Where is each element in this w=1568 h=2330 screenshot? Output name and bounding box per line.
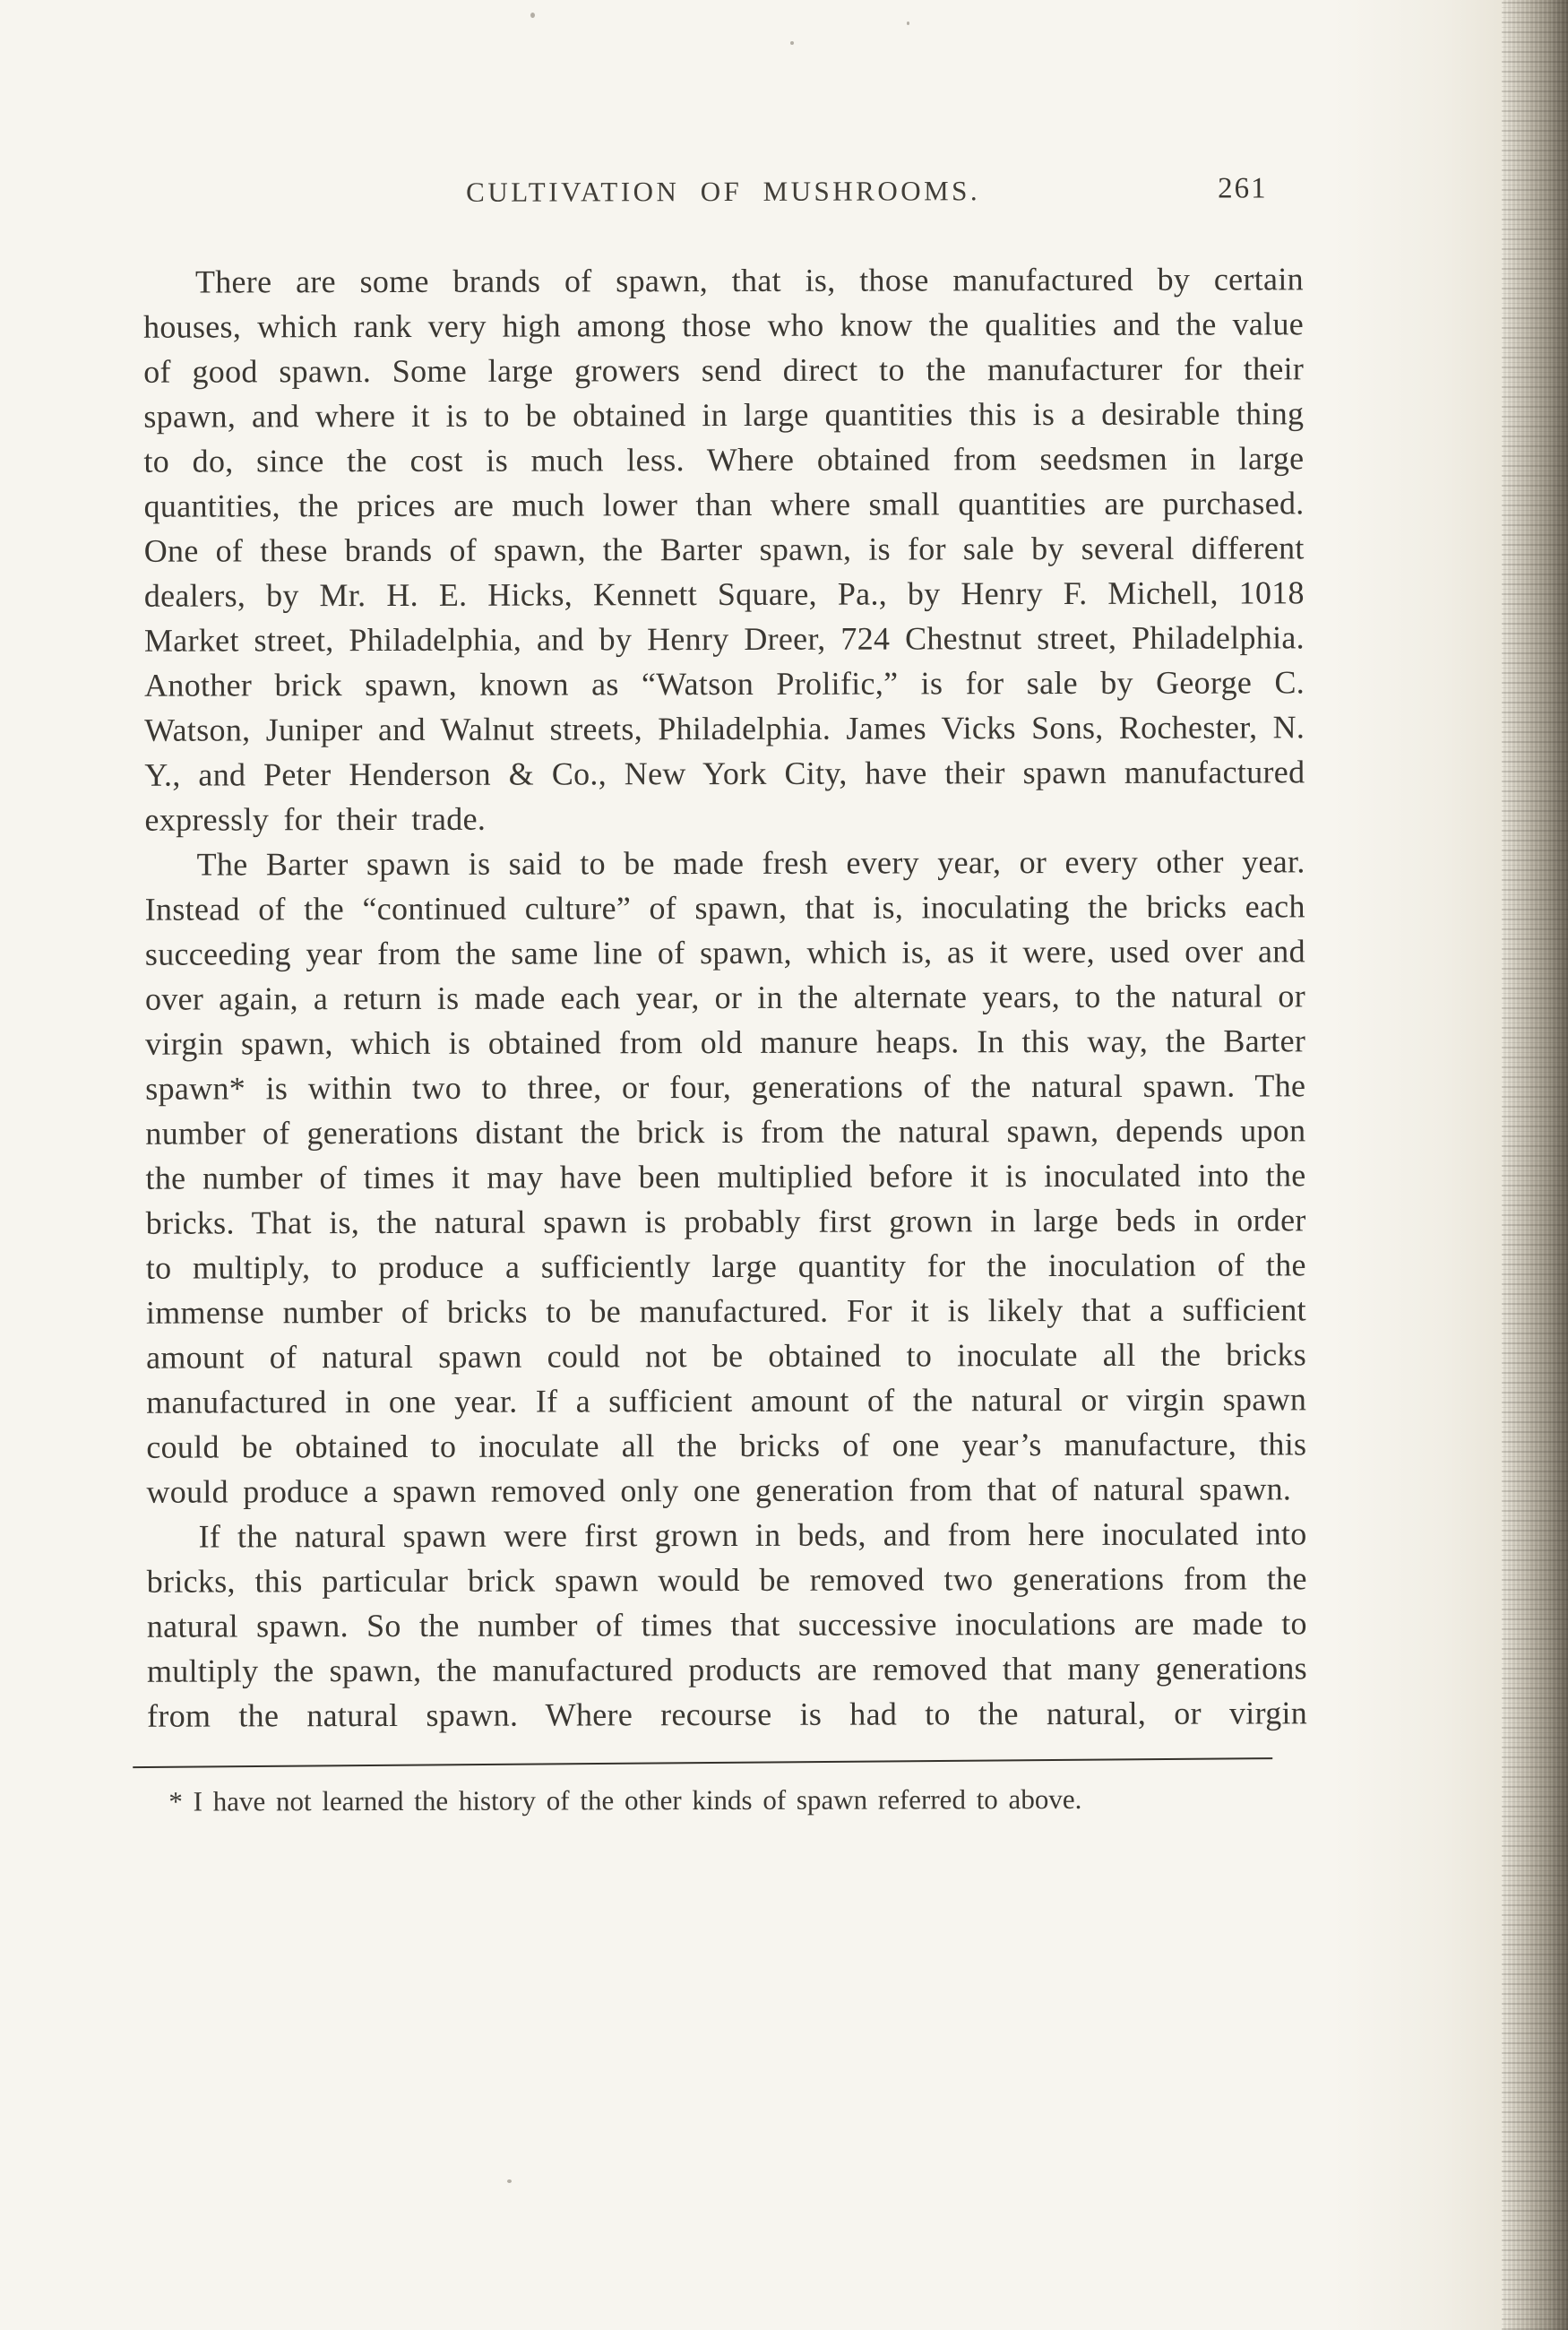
running-header: [143, 174, 1304, 220]
running-title: CULTIVATION OF MUSHROOMS.: [466, 175, 981, 208]
paragraph: There are some brands of spawn, that is, those manufactured by certain houses, which rank very high among those who know the qualities and the value of good spawn. Some large growers send direct to the manufacturer for their spawn, and where it is to be obtained in large quantities this is a desirable thing to do, since the cost is much less. Where obtained from seedsmen in large quantities, the prices are much lower than where small quantities are purchased. One of these brands of spawn, the Barter spawn, is for sale by several different dealers, by Mr. H. E. Hicks, Kennett Square, Pa., by Henry F. Michell, 1018 Market street, Philadelphia, and by Henry Dreer, 724 Chestnut street, Philadelphia. Another brick spawn, known as “Watson Prolific,” is for sale by George C. Watson, Juniper and Walnut streets, Philadelphia. James Vicks Sons, Rochester, N. Y., and Peter Henderson & Co., New York City, have their spawn manufactured expressly for their trade.: [142, 261, 1305, 838]
paragraph: If the natural spawn were first grown in beds, and from here inoculated into bricks, this particular brick spawn would be removed two generations from the natural spawn. So the number of times that successive inoculations are made to multiply the spawn, the manufactured products are removed that many generations from the natural spawn. Where recourse is had to the natural, or virgin: [146, 1515, 1308, 1734]
footnote-rule: [133, 1757, 1272, 1768]
scan-speck: [790, 41, 794, 45]
paragraph: The Barter spawn is said to be made fresh every year, or every other year. Instead of the “continued culture” of spawn, that is, inoculating the bricks each succeeding year from the same line of spawn, which is, as it were, used over and over again, a return is made each year, or in the alternate years, to the natural or virgin spawn, which is obtained from old manure heaps. In this way, the Barter spawn* is within two to three, or four, generations of the natural spawn. The number of generations distant the brick is from the natural spawn, depends upon the number of times it may have been multiplied before it is inoculated into the bricks. That is, the natural spawn is probably first grown in large beds in order to multiply, to produce a sufficiently large quantity for the inoculation of the immense number of bricks to be manufactured. For it is likely that a sufficient amount of natural spawn could not be obtained to inoculate all the bricks manufactured in one year. If a sufficient amount of the natural or virgin spawn could be obtained to inoculate all the bricks of one year’s manufacture, this would produce a spawn removed only one generation from that of natural spawn.: [144, 843, 1307, 1510]
page-content: [143, 174, 1308, 1820]
footnote-text: * I have not learned the history of the other kinds of spawn referred to above.: [168, 1782, 1082, 1817]
scan-speck: [907, 22, 909, 25]
scan-speck: [530, 13, 535, 18]
scan-speck: [507, 2179, 512, 2183]
page-edge-shadow: [1502, 0, 1568, 2330]
body-text: [143, 256, 1307, 1738]
page-number: 261: [1218, 172, 1268, 205]
